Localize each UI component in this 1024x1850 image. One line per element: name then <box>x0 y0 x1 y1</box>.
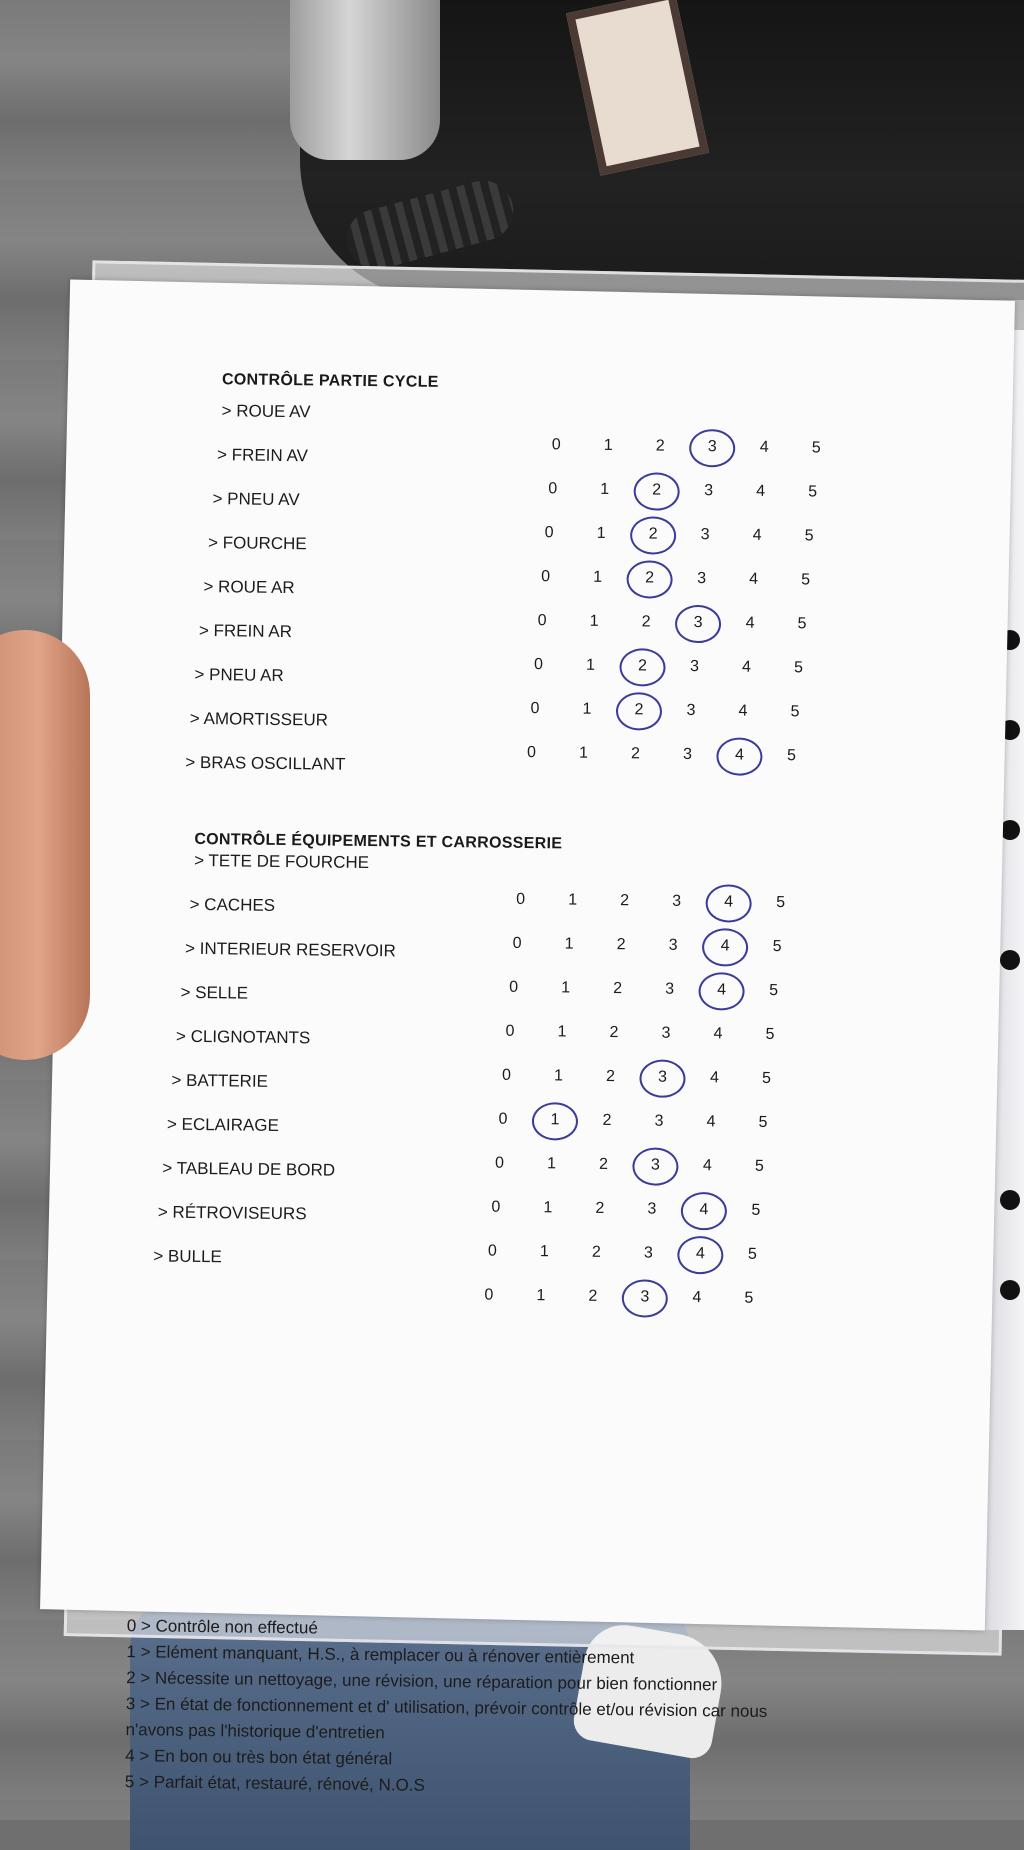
score-option-5[interactable]: 5 <box>762 932 792 962</box>
score-option-1[interactable]: 1 <box>554 929 584 959</box>
legend <box>125 1613 827 1804</box>
score-option-0[interactable]: 0 <box>520 694 550 724</box>
score-option-2[interactable]: 2 <box>592 1106 622 1136</box>
score-option-4[interactable]: 4 <box>703 1019 733 1049</box>
item-label: > RÉTROVISEURS <box>158 1203 307 1225</box>
score-option-5[interactable]: 5 <box>783 653 813 683</box>
legend-line-5: 4 > En bon ou très bon état général <box>125 1743 825 1778</box>
score-option-0[interactable]: 0 <box>541 430 571 460</box>
score-option-2[interactable]: 2 <box>606 930 636 960</box>
score-option-3[interactable]: 3 <box>683 608 713 638</box>
score-option-1[interactable]: 1 <box>582 563 612 593</box>
score-option-3[interactable]: 3 <box>658 931 688 961</box>
score-option-2[interactable]: 2 <box>599 1018 629 1048</box>
score-option-5[interactable]: 5 <box>744 1152 774 1182</box>
score-option-4[interactable]: 4 <box>689 1195 719 1225</box>
score-option-5[interactable]: 5 <box>801 433 831 463</box>
score-option-0[interactable]: 0 <box>530 562 560 592</box>
legend-line-6: 5 > Parfait état, restauré, rénové, N.O.S <box>125 1769 825 1804</box>
score-option-4[interactable]: 4 <box>696 1107 726 1137</box>
section-title-cycle: CONTRÔLE PARTIE CYCLE <box>222 371 439 392</box>
score-option-2[interactable]: 2 <box>609 886 639 916</box>
score-option-5[interactable]: 5 <box>741 1196 771 1226</box>
score-option-1[interactable]: 1 <box>579 607 609 637</box>
score-option-0[interactable]: 0 <box>495 1017 525 1047</box>
score-option-2[interactable]: 2 <box>595 1062 625 1092</box>
score-option-4[interactable]: 4 <box>699 1063 729 1093</box>
item-label: > BULLE <box>153 1246 222 1267</box>
exhaust-pipe <box>290 0 440 160</box>
score-option-3[interactable]: 3 <box>633 1238 663 1268</box>
score-option-3[interactable]: 3 <box>676 696 706 726</box>
score-option-1[interactable]: 1 <box>540 1105 570 1135</box>
score-option-3[interactable]: 3 <box>679 652 709 682</box>
score-option-2[interactable]: 2 <box>578 1282 608 1312</box>
score-option-3[interactable]: 3 <box>654 975 684 1005</box>
score-option-2[interactable]: 2 <box>631 607 661 637</box>
score-option-0[interactable]: 0 <box>481 1192 511 1222</box>
score-option-5[interactable]: 5 <box>797 477 827 507</box>
score-option-0[interactable]: 0 <box>474 1280 504 1310</box>
item-label: > FOURCHE <box>208 533 307 554</box>
score-option-0[interactable]: 0 <box>498 973 528 1003</box>
score-option-4[interactable]: 4 <box>685 1239 715 1269</box>
score-option-5[interactable]: 5 <box>751 1064 781 1094</box>
score-option-5[interactable]: 5 <box>748 1108 778 1138</box>
score-option-1[interactable]: 1 <box>533 1193 563 1223</box>
score-option-2[interactable]: 2 <box>645 431 675 461</box>
score-option-5[interactable]: 5 <box>787 609 817 639</box>
item-label: > PNEU AR <box>194 665 284 686</box>
score-option-4[interactable]: 4 <box>692 1151 722 1181</box>
score-option-0[interactable]: 0 <box>502 929 532 959</box>
legend-line-4: n'avons pas l'historique d'entretien <box>125 1717 825 1752</box>
score-option-0[interactable]: 0 <box>488 1105 518 1135</box>
score-option-1[interactable]: 1 <box>572 695 602 725</box>
checklist-sheet <box>40 279 1015 1630</box>
score-option-5[interactable]: 5 <box>758 976 788 1006</box>
score-option-4[interactable]: 4 <box>706 975 736 1005</box>
score-option-3[interactable]: 3 <box>661 887 691 917</box>
score-option-4[interactable]: 4 <box>742 521 772 551</box>
score-option-3[interactable]: 3 <box>686 564 716 594</box>
score-option-3[interactable]: 3 <box>630 1282 660 1312</box>
item-label: > TABLEAU DE BORD <box>162 1159 335 1181</box>
score-option-1[interactable]: 1 <box>575 651 605 681</box>
score-option-2[interactable]: 2 <box>585 1194 615 1224</box>
score-option-3[interactable]: 3 <box>690 520 720 550</box>
score-option-5[interactable]: 5 <box>755 1020 785 1050</box>
score-option-2[interactable]: 2 <box>627 651 657 681</box>
score-option-0[interactable]: 0 <box>477 1236 507 1266</box>
item-label: > ROUE AR <box>203 577 294 598</box>
score-option-1[interactable]: 1 <box>550 973 580 1003</box>
score-option-5[interactable]: 5 <box>734 1284 764 1314</box>
score-option-4[interactable]: 4 <box>710 931 740 961</box>
score-option-0[interactable]: 0 <box>527 606 557 636</box>
score-option-1[interactable]: 1 <box>557 885 587 915</box>
score-option-0[interactable]: 0 <box>523 650 553 680</box>
item-label: > TETE DE FOURCHE <box>194 851 369 873</box>
score-option-1[interactable]: 1 <box>543 1061 573 1091</box>
item-label: > INTERIEUR RESERVOIR <box>185 939 396 962</box>
score-option-4[interactable]: 4 <box>735 609 765 639</box>
score-option-4[interactable]: 4 <box>724 740 754 770</box>
score-option-3[interactable]: 3 <box>640 1150 670 1180</box>
score-option-3[interactable]: 3 <box>693 476 723 506</box>
score-option-4[interactable]: 4 <box>749 433 779 463</box>
score-option-5[interactable]: 5 <box>780 697 810 727</box>
score-option-5[interactable]: 5 <box>794 521 824 551</box>
score-option-1[interactable]: 1 <box>590 475 620 505</box>
score-option-2[interactable]: 2 <box>602 974 632 1004</box>
score-option-2[interactable]: 2 <box>638 519 668 549</box>
score-option-1[interactable]: 1 <box>593 431 623 461</box>
score-option-0[interactable]: 0 <box>534 518 564 548</box>
score-option-2[interactable]: 2 <box>581 1238 611 1268</box>
score-option-0[interactable]: 0 <box>538 474 568 504</box>
score-option-5[interactable]: 5 <box>790 565 820 595</box>
score-option-3[interactable]: 3 <box>644 1106 674 1136</box>
score-option-2[interactable]: 2 <box>620 739 650 769</box>
score-option-3[interactable]: 3 <box>647 1062 677 1092</box>
legend-line-0: 0 > Contrôle non effectué <box>127 1613 827 1648</box>
score-option-1[interactable]: 1 <box>568 738 598 768</box>
hand-holding-sheet <box>0 630 90 1060</box>
legend-line-2: 2 > Nécessite un nettoyage, une révision, une réparation pour bien fonctionner <box>126 1665 826 1700</box>
score-option-3[interactable]: 3 <box>672 740 702 770</box>
legend-line-1: 1 > Elément manquant, H.S., à remplacer ou à rénover entièrement <box>126 1639 826 1674</box>
score-option-0[interactable]: 0 <box>516 738 546 768</box>
score-option-4[interactable]: 4 <box>728 696 758 726</box>
legend-line-3: 3 > En état de fonctionnement et d' utilisation, prévoir contrôle et/ou révision car nous <box>126 1691 826 1726</box>
item-label: > ROUE AV <box>221 401 310 422</box>
score-option-4[interactable]: 4 <box>745 477 775 507</box>
score-option-4[interactable]: 4 <box>682 1283 712 1313</box>
score-option-2[interactable]: 2 <box>642 475 672 505</box>
score-option-2[interactable]: 2 <box>624 695 654 725</box>
score-option-3[interactable]: 3 <box>697 432 727 462</box>
score-option-1[interactable]: 1 <box>529 1237 559 1267</box>
score-option-3[interactable]: 3 <box>637 1194 667 1224</box>
score-option-5[interactable]: 5 <box>765 888 795 918</box>
score-option-1[interactable]: 1 <box>526 1281 556 1311</box>
score-option-5[interactable]: 5 <box>737 1240 767 1270</box>
score-option-4[interactable]: 4 <box>738 565 768 595</box>
item-label: > FREIN AV <box>217 445 308 466</box>
section-title-equipment: CONTRÔLE ÉQUIPEMENTS ET CARROSSERIE <box>194 831 562 853</box>
score-option-0[interactable]: 0 <box>491 1061 521 1091</box>
score-option-2[interactable]: 2 <box>634 563 664 593</box>
item-label: > BRAS OSCILLANT <box>185 753 345 775</box>
score-option-3[interactable]: 3 <box>651 1019 681 1049</box>
score-option-0[interactable]: 0 <box>505 885 535 915</box>
score-option-0[interactable]: 0 <box>484 1148 514 1178</box>
score-option-2[interactable]: 2 <box>588 1150 618 1180</box>
item-label: > CACHES <box>189 895 275 916</box>
item-label: > AMORTISSEUR <box>190 709 328 731</box>
score-option-5[interactable]: 5 <box>776 741 806 771</box>
score-option-1[interactable]: 1 <box>536 1149 566 1179</box>
score-option-4[interactable]: 4 <box>731 652 761 682</box>
item-label: > PNEU AV <box>212 489 299 510</box>
item-label: > FREIN AR <box>199 621 292 642</box>
score-option-1[interactable]: 1 <box>586 519 616 549</box>
item-label: > BATTERIE <box>171 1071 268 1092</box>
item-label: > SELLE <box>180 983 248 1004</box>
item-label: > CLIGNOTANTS <box>176 1027 311 1049</box>
score-option-4[interactable]: 4 <box>713 887 743 917</box>
item-label: > ECLAIRAGE <box>167 1115 279 1136</box>
score-option-1[interactable]: 1 <box>547 1017 577 1047</box>
